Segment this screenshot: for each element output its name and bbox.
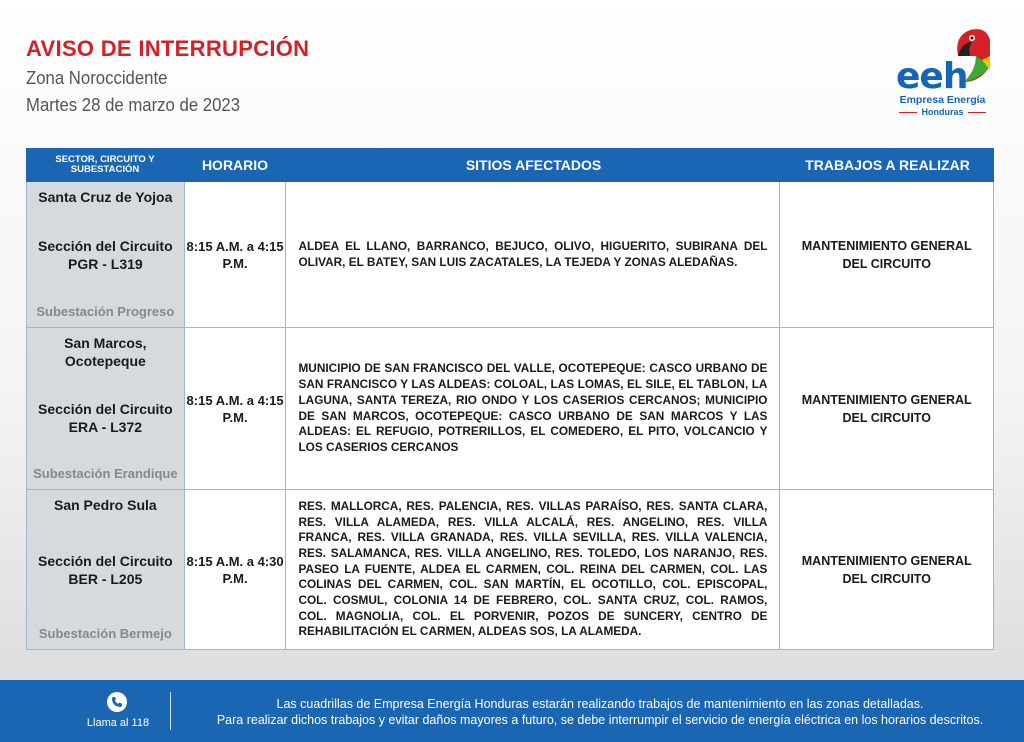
substation-name: Subestación Progreso bbox=[36, 304, 175, 319]
circuit-name: Sección del Circuito BER - L205 bbox=[38, 552, 173, 587]
phone-icon[interactable] bbox=[107, 692, 127, 712]
schedule-cell: 8:15 A.M. a 4:15 P.M. bbox=[185, 182, 287, 327]
sites-cell: RES. MALLORCA, RES. PALENCIA, RES. VILLAS PARAÍSO, RES. SANTA CLARA, RES. VILLA ALAMEDA, RES. VILLA ALCALÁ, RES. ANGELINO, RES. VILLA FRANCA, RES. VILLA GRANADA, RES. VILLA SEVILLA, RES. VILLA VALENCIA, RES. SALAMANCA, RES. VILLA ANGELINO, RES. TOLEDO, LOS NARANJO, RES. PASEO LA FUENTE, ALDEA EL CARMEN, COL. REINA DEL CARMEN, COL. LAS COLINAS DEL CARMEN, COL. SAN MARTÍN, EL OCOTILLO, COL. EPISCOPAL, COL. COSMUL, COLONIA 14 DE FEBRERO, COL. SANTA CRUZ, COL. RAMOS, COL. MAGNOLIA, COL. EL PORVENIR, POZOS DE SUNCERY, CENTRO DE REHABILITACIÓN EL CARMEN, ALDEAS SOS, LA ALAMEDA. bbox=[286, 490, 780, 649]
work-cell: MANTENIMIENTO GENERAL DEL CIRCUITO bbox=[780, 490, 993, 649]
footer-bar bbox=[0, 680, 1024, 742]
phone-label[interactable]: Llama al 118 bbox=[86, 717, 150, 729]
interruption-table bbox=[26, 148, 994, 650]
sector-name: San Pedro Sula bbox=[53, 497, 157, 513]
logo-company-name: Empresa Energía bbox=[899, 94, 986, 106]
zone-subtitle: Zona Noroccidente bbox=[26, 68, 168, 88]
work-cell: MANTENIMIENTO GENERAL DEL CIRCUITO bbox=[780, 328, 993, 489]
sector-name: San Marcos, Ocotepeque bbox=[64, 335, 147, 369]
table-header bbox=[26, 148, 994, 182]
work-cell: MANTENIMIENTO GENERAL DEL CIRCUITO bbox=[780, 182, 993, 327]
table-row bbox=[26, 182, 994, 328]
notice-line: Las cuadrillas de Empresa Energía Honduras estarán realizando trabajos de mantenimiento en las zonas detalladas. bbox=[276, 697, 924, 711]
sector-cell bbox=[27, 328, 185, 489]
substation-name: Subestación Erandique bbox=[33, 466, 178, 481]
eeh-logo bbox=[890, 26, 995, 118]
footer-divider bbox=[170, 692, 171, 730]
circuit-name: Sección del Circuito ERA - L372 bbox=[38, 400, 173, 435]
sites-cell: MUNICIPIO DE SAN FRANCISCO DEL VALLE, OCOTEPEQUE: CASCO URBANO DE SAN FRANCISCO Y LAS ALDEAS: COLOAL, LAS LOMAS, EL SILE, EL TABLON, LA LAGUNA, SANTA TEREZA, RIO ONDO Y LOS CASERIOS CERCANOS; MUNICIPIO DE SAN MARCOS, OCOTEPEQUE: CASCO URBANO DE SAN MARCOS Y LAS ALDEAS: EL REFUGIO, POTRERILLOS, EL COMEDERO, EL PITO, VOLCANCIO Y LOS CASERIOS CERCANOS bbox=[286, 328, 780, 489]
sites-cell: ALDEA EL LLANO, BARRANCO, BEJUCO, OLIVO, HIGUERITO, SUBIRANA DEL OLIVAR, EL BATEY, SAN LUIS ZACATALES, LA TEJEDA Y ZONAS ALEDAÑAS. bbox=[286, 182, 780, 327]
header-sites: SITIOS AFECTADOS bbox=[465, 157, 602, 173]
footer-notice bbox=[180, 696, 1020, 728]
logo-wordmark: eeh bbox=[896, 56, 968, 97]
table-row bbox=[26, 328, 994, 490]
table-row bbox=[26, 490, 994, 650]
sector-cell bbox=[27, 182, 185, 327]
header-sector: SECTOR, CIRCUITO Y SUBESTACIÓN bbox=[55, 154, 155, 175]
schedule-cell: 8:15 A.M. a 4:15 P.M. bbox=[185, 328, 287, 489]
notice-line: Para realizar dichos trabajos y evitar daños mayores a futuro, se debe interrumpir el servicio de energía eléctrica en los horarios descritos. bbox=[216, 713, 984, 727]
schedule-cell: 8:15 A.M. a 4:30 P.M. bbox=[185, 490, 287, 649]
substation-name: Subestación Bermejo bbox=[38, 626, 172, 641]
notice-title: AVISO DE INTERRUPCIÓN bbox=[26, 36, 310, 61]
logo-country: Honduras bbox=[890, 107, 995, 117]
notice-date: Martes 28 de marzo de 2023 bbox=[26, 95, 241, 115]
circuit-name: Sección del Circuito PGR - L319 bbox=[38, 237, 173, 272]
header-work: TRABAJOS A REALIZAR bbox=[805, 157, 970, 173]
notice-header bbox=[26, 36, 309, 116]
sector-name: Santa Cruz de Yojoa bbox=[38, 189, 173, 205]
header-schedule: HORARIO bbox=[201, 157, 269, 173]
sector-cell bbox=[27, 490, 185, 649]
